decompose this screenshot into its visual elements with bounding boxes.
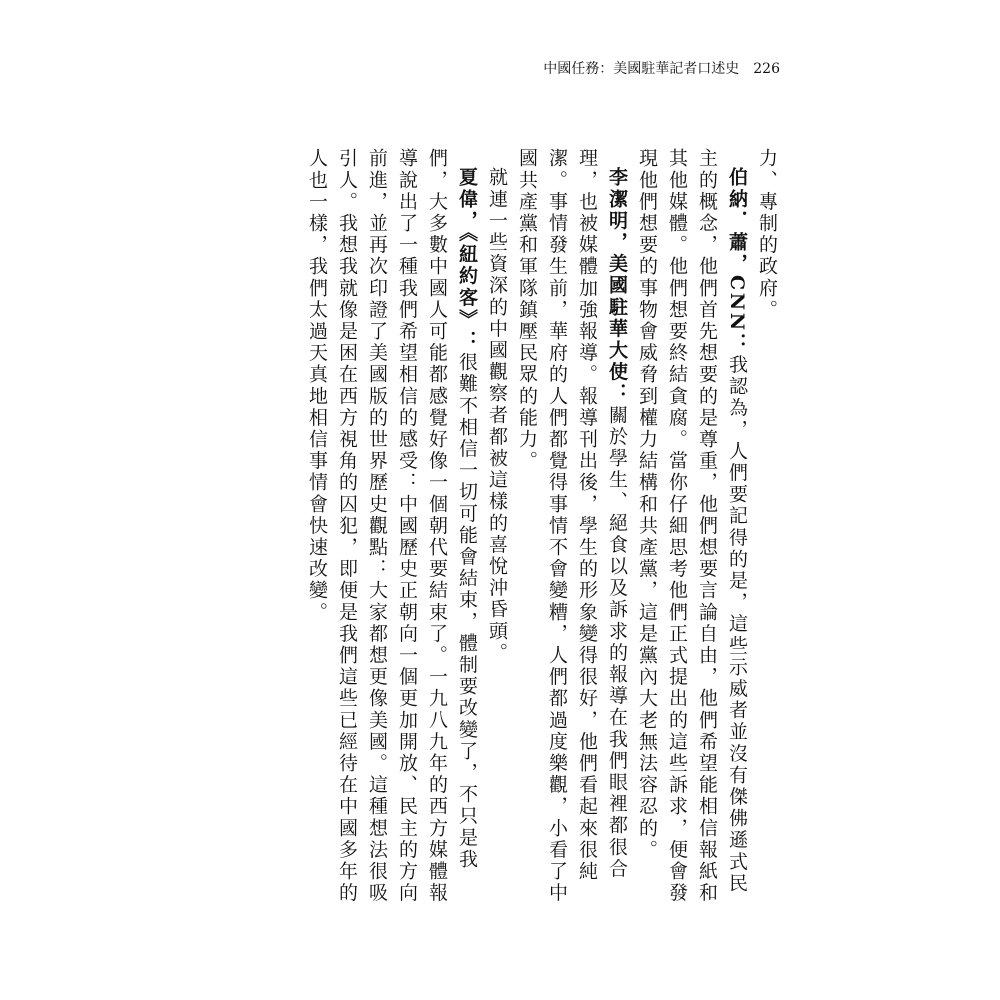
paragraph-bernard-shaw <box>632 148 752 908</box>
page-number: 226 <box>753 61 780 77</box>
body-text <box>202 148 782 908</box>
paragraph-text: 關於學生、絕食以及訴求的報導在我們眼裡都很合理，也被媒體加強報導。報導刊出後，學生的形象變得很好，他們看起來很純潔。事情發生前，華府的人們都覺得事情不會變糟，人們都過度樂觀，小看了中國共產黨和軍隊鎮壓民眾的能力。 <box>516 148 628 904</box>
speaker-label: 伯納．蕭，CNN： <box>726 167 748 355</box>
paragraph-text: 很難不相信一切可能會結束，體制要改變了，不只是我們，大多數中國人可能都感覺好像一個朝代要結束了。一九八九年的西方媒體報導說出了一種我們希望相信的感受：中國歷史正朝向一個更加開放、民主的方向前進，並再次印證了美國版的世界歷史觀點：大家都想更像美國。這種想法很吸引人。我想我就像是困在西方視角的囚犯，即便是我們這些已經待在中國多年的人也一樣，我們太過天真地相信事情會快速改變。 <box>306 148 478 904</box>
paragraph-text: 我認為，人們要記得的是，這些示威者並沒有傑佛遜式民主的概念，他們首先想要的是尊重，他們想要言論自由，他們希望能相信報紙和其他媒體。他們想要終結貪腐。當你仔細思考他們正式提出的這些訴求，便會發現他們想要的事物會威脅到權力結構和共產黨，這是黨內大老無法容忍的。 <box>636 148 748 904</box>
paragraph-orville-schell <box>302 148 482 908</box>
speaker-label: 夏偉，《紐約客》： <box>456 167 478 352</box>
running-header <box>543 58 780 78</box>
paragraph-james-lilley <box>512 148 632 908</box>
book-title: 中國任務：美國駐華記者口述史 <box>543 61 740 77</box>
paragraph-narration: 就連一些資深的中國觀察者都被這樣的喜悅沖昏頭。 <box>486 167 508 664</box>
speaker-label: 李潔明，美國駐華大使： <box>606 167 628 405</box>
paragraph-continuation: 力、專制的政府。 <box>756 148 778 321</box>
